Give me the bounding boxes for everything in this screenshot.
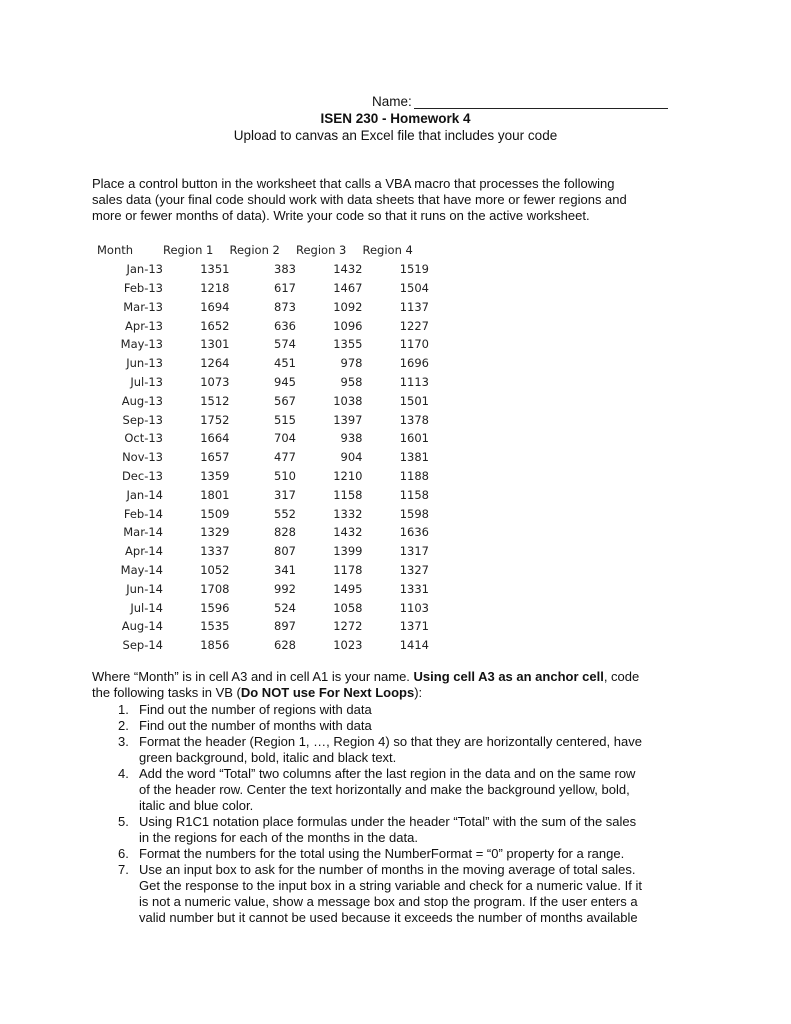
task-item bbox=[92, 846, 702, 862]
table-row bbox=[97, 598, 429, 617]
task-text-line: italic and blue color. bbox=[139, 798, 254, 813]
table-row bbox=[97, 504, 429, 523]
sales-value-cell: 451 bbox=[274, 356, 296, 371]
sales-value-cell: 1227 bbox=[399, 318, 429, 333]
sales-value-cell: 524 bbox=[274, 600, 296, 615]
task-text-line: Format the numbers for the total using the NumberFormat = “0” property for a range. bbox=[139, 846, 625, 861]
sales-value-cell: 1023 bbox=[333, 638, 363, 653]
sales-value-cell: 567 bbox=[274, 393, 296, 408]
sales-value-cell: 1210 bbox=[333, 468, 363, 483]
sales-value-cell: 317 bbox=[274, 487, 296, 502]
sales-value-cell: 1501 bbox=[399, 393, 429, 408]
task-number: 5. bbox=[118, 814, 129, 829]
task-list bbox=[92, 702, 702, 926]
sales-value-cell: 1371 bbox=[399, 619, 429, 634]
sales-value-cell: 873 bbox=[274, 299, 296, 314]
month-cell: Nov-13 bbox=[122, 450, 163, 465]
task-text-line: Find out the number of regions with data bbox=[139, 702, 372, 717]
table-row bbox=[97, 523, 429, 542]
table-row bbox=[97, 316, 429, 335]
sales-value-cell: 1432 bbox=[333, 525, 363, 540]
task-text-line: is not a numeric value, show a message box and stop the program. If the user enters a bbox=[139, 894, 638, 909]
name-field-line bbox=[372, 94, 668, 109]
sales-value-cell: 617 bbox=[274, 280, 296, 295]
sales-value-cell: 1332 bbox=[333, 506, 363, 521]
month-cell: Apr-13 bbox=[125, 318, 163, 333]
month-cell: Jan-13 bbox=[126, 262, 163, 277]
sales-value-cell: 1381 bbox=[399, 450, 429, 465]
instructions-text: the following tasks in VB ( bbox=[92, 685, 241, 700]
month-cell: Jun-13 bbox=[126, 356, 163, 371]
table-row bbox=[97, 636, 429, 655]
sales-value-cell: 1038 bbox=[333, 393, 363, 408]
table-row bbox=[97, 579, 429, 598]
sales-value-cell: 1397 bbox=[333, 412, 363, 427]
instructions-text: ): bbox=[414, 685, 423, 700]
sales-value-cell: 978 bbox=[340, 356, 363, 371]
sales-value-cell: 1504 bbox=[399, 280, 429, 295]
task-item bbox=[92, 702, 702, 718]
table-header-row bbox=[97, 241, 429, 260]
task-number: 2. bbox=[118, 718, 129, 733]
sales-value-cell: 704 bbox=[274, 431, 296, 446]
table-row bbox=[97, 373, 429, 392]
sales-value-cell: 807 bbox=[274, 544, 296, 559]
sales-value-cell: 1708 bbox=[200, 581, 230, 596]
intro-line: Place a control button in the worksheet that calls a VBA macro that processes the following bbox=[92, 176, 615, 191]
table-row bbox=[97, 391, 429, 410]
sales-value-cell: 1158 bbox=[333, 487, 363, 502]
sales-value-cell: 1856 bbox=[200, 638, 230, 653]
month-cell: Jul-13 bbox=[130, 374, 163, 389]
instructions-line bbox=[92, 669, 712, 685]
table-row bbox=[97, 561, 429, 580]
sales-value-cell: 904 bbox=[340, 450, 363, 465]
sales-value-cell: 515 bbox=[274, 412, 296, 427]
sales-value-cell: 897 bbox=[274, 619, 296, 634]
sales-value-cell: 1317 bbox=[399, 544, 429, 559]
sales-value-cell: 1657 bbox=[200, 450, 230, 465]
sales-value-cell: 1598 bbox=[399, 506, 429, 521]
intro-line: more or fewer months of data). Write your code so that it runs on the active worksheet. bbox=[92, 208, 590, 223]
month-cell: Feb-13 bbox=[123, 280, 163, 295]
month-cell: Oct-13 bbox=[124, 431, 163, 446]
instructions-text: Where “Month” is in cell A3 and in cell A1 is your name. bbox=[92, 669, 414, 684]
sales-value-cell: 628 bbox=[274, 638, 296, 653]
task-text-line: Use an input box to ask for the number of months in the moving average of total sales. bbox=[139, 862, 636, 877]
sales-value-cell: 1359 bbox=[200, 468, 230, 483]
month-cell: Aug-13 bbox=[121, 393, 163, 408]
month-cell: Jul-14 bbox=[130, 600, 163, 615]
task-text-line: Using R1C1 notation place formulas under the header “Total” with the sum of the sales bbox=[139, 814, 637, 829]
table-row bbox=[97, 485, 429, 504]
sales-value-cell: 1073 bbox=[200, 374, 230, 389]
task-item bbox=[92, 862, 702, 926]
task-number: 4. bbox=[118, 766, 129, 781]
table-row bbox=[97, 410, 429, 429]
task-number: 7. bbox=[118, 862, 129, 877]
intro-line: sales data (your final code should work with data sheets that have more or fewer regions and bbox=[92, 192, 627, 207]
sales-data-table bbox=[97, 241, 429, 655]
sales-value-cell: 1327 bbox=[399, 562, 429, 577]
task-item bbox=[92, 734, 702, 766]
sales-value-cell: 1535 bbox=[200, 619, 230, 634]
sales-table-body bbox=[97, 260, 429, 655]
sales-value-cell: 1519 bbox=[399, 262, 429, 277]
month-cell: Aug-14 bbox=[121, 619, 163, 634]
column-header: Region 1 bbox=[163, 243, 214, 258]
name-label: Name: bbox=[372, 94, 412, 109]
column-header: Region 2 bbox=[229, 243, 280, 258]
column-header: Region 4 bbox=[362, 243, 413, 258]
no-loops-emphasis: Do NOT use For Next Loops bbox=[240, 685, 415, 700]
sales-value-cell: 1636 bbox=[399, 525, 429, 540]
task-text-line: Find out the number of months with data bbox=[139, 718, 372, 733]
sales-value-cell: 1170 bbox=[399, 337, 429, 352]
month-cell: May-14 bbox=[120, 562, 163, 577]
sales-value-cell: 828 bbox=[274, 525, 296, 540]
task-text-line: Format the header (Region 1, …, Region 4) so that they are horizontally centered, have bbox=[139, 734, 642, 749]
table-row bbox=[97, 279, 429, 298]
task-text-line: of the header row. Center the text horizontally and make the background yellow, bold, bbox=[139, 782, 630, 797]
sales-value-cell: 1801 bbox=[200, 487, 230, 502]
sales-value-cell: 938 bbox=[340, 431, 363, 446]
sales-value-cell: 1058 bbox=[333, 600, 363, 615]
sales-value-cell: 1351 bbox=[200, 262, 230, 277]
table-row bbox=[97, 617, 429, 636]
anchor-cell-emphasis: Using cell A3 as an anchor cell bbox=[413, 669, 604, 684]
sales-value-cell: 574 bbox=[274, 337, 296, 352]
instructions-line bbox=[92, 685, 712, 701]
month-cell: May-13 bbox=[120, 337, 163, 352]
sales-value-cell: 1092 bbox=[333, 299, 363, 314]
sales-value-cell: 1052 bbox=[200, 562, 230, 577]
table-row bbox=[97, 260, 429, 279]
sales-value-cell: 992 bbox=[274, 581, 296, 596]
sales-value-cell: 1096 bbox=[333, 318, 363, 333]
sales-value-cell: 1495 bbox=[333, 581, 363, 596]
sales-value-cell: 1329 bbox=[200, 525, 230, 540]
sales-value-cell: 477 bbox=[274, 450, 296, 465]
column-header: Month bbox=[97, 243, 134, 258]
task-text-line: Add the word “Total” two columns after the last region in the data and on the same row bbox=[139, 766, 636, 781]
sales-value-cell: 1113 bbox=[399, 374, 429, 389]
month-cell: Feb-14 bbox=[123, 506, 163, 521]
instructions-text: , code bbox=[603, 669, 640, 684]
sales-value-cell: 1652 bbox=[200, 318, 230, 333]
sales-value-cell: 945 bbox=[274, 374, 296, 389]
sales-value-cell: 1188 bbox=[399, 468, 429, 483]
homework-subtitle: Upload to canvas an Excel file that includes your code bbox=[233, 128, 558, 143]
sales-value-cell: 1331 bbox=[399, 581, 429, 596]
month-cell: Jun-14 bbox=[126, 581, 163, 596]
task-number: 6. bbox=[118, 846, 129, 861]
sales-value-cell: 1272 bbox=[333, 619, 363, 634]
sales-value-cell: 1664 bbox=[200, 431, 230, 446]
table-row bbox=[97, 335, 429, 354]
month-cell: Sep-14 bbox=[122, 638, 163, 653]
intro-paragraph bbox=[92, 176, 692, 224]
task-number: 3. bbox=[118, 734, 129, 749]
task-text-line: in the regions for each of the months in the data. bbox=[139, 830, 418, 845]
sales-value-cell: 1399 bbox=[333, 544, 363, 559]
instructions-paragraph bbox=[92, 669, 712, 701]
sales-value-cell: 958 bbox=[340, 374, 363, 389]
homework-title: ISEN 230 - Homework 4 bbox=[320, 111, 471, 126]
month-cell: Jan-14 bbox=[126, 487, 163, 502]
sales-value-cell: 1467 bbox=[333, 280, 363, 295]
task-item bbox=[92, 766, 702, 814]
sales-value-cell: 1378 bbox=[399, 412, 429, 427]
sales-value-cell: 1218 bbox=[200, 280, 230, 295]
sales-value-cell: 1694 bbox=[200, 299, 230, 314]
sales-value-cell: 1301 bbox=[200, 337, 230, 352]
column-header: Region 3 bbox=[296, 243, 347, 258]
task-text-line: valid number but it cannot be used because it exceeds the number of months available bbox=[139, 910, 638, 925]
sales-value-cell: 1509 bbox=[200, 506, 230, 521]
sales-value-cell: 552 bbox=[274, 506, 296, 521]
sales-value-cell: 1337 bbox=[200, 544, 230, 559]
sales-value-cell: 1696 bbox=[399, 356, 429, 371]
sales-table-header bbox=[97, 241, 429, 260]
month-cell: Sep-13 bbox=[122, 412, 163, 427]
sales-value-cell: 1355 bbox=[333, 337, 363, 352]
month-cell: Mar-13 bbox=[123, 299, 163, 314]
task-item bbox=[92, 814, 702, 846]
sales-value-cell: 1264 bbox=[200, 356, 230, 371]
table-row bbox=[97, 542, 429, 561]
sales-value-cell: 1103 bbox=[399, 600, 429, 615]
sales-value-cell: 510 bbox=[274, 468, 296, 483]
sales-value-cell: 1414 bbox=[399, 638, 429, 653]
table-row bbox=[97, 467, 429, 486]
sales-value-cell: 1596 bbox=[200, 600, 230, 615]
table-row bbox=[97, 429, 429, 448]
sales-value-cell: 1158 bbox=[399, 487, 429, 502]
task-text-line: green background, bold, italic and black text. bbox=[139, 750, 397, 765]
sales-value-cell: 1512 bbox=[200, 393, 230, 408]
name-blank-underline bbox=[414, 95, 668, 109]
sales-value-cell: 1178 bbox=[333, 562, 363, 577]
task-item bbox=[92, 718, 702, 734]
sales-value-cell: 1752 bbox=[200, 412, 230, 427]
sales-value-cell: 341 bbox=[274, 562, 296, 577]
table-row bbox=[97, 297, 429, 316]
month-cell: Apr-14 bbox=[125, 544, 163, 559]
task-number: 1. bbox=[118, 702, 129, 717]
month-cell: Dec-13 bbox=[121, 468, 163, 483]
task-text-line: Get the response to the input box in a string variable and check for a numeric value. If it bbox=[139, 878, 642, 893]
sales-value-cell: 383 bbox=[274, 262, 296, 277]
table-row bbox=[97, 354, 429, 373]
table-row bbox=[97, 448, 429, 467]
month-cell: Mar-14 bbox=[123, 525, 163, 540]
sales-value-cell: 1432 bbox=[333, 262, 363, 277]
sales-value-cell: 636 bbox=[274, 318, 296, 333]
sales-value-cell: 1137 bbox=[399, 299, 429, 314]
sales-value-cell: 1601 bbox=[399, 431, 429, 446]
